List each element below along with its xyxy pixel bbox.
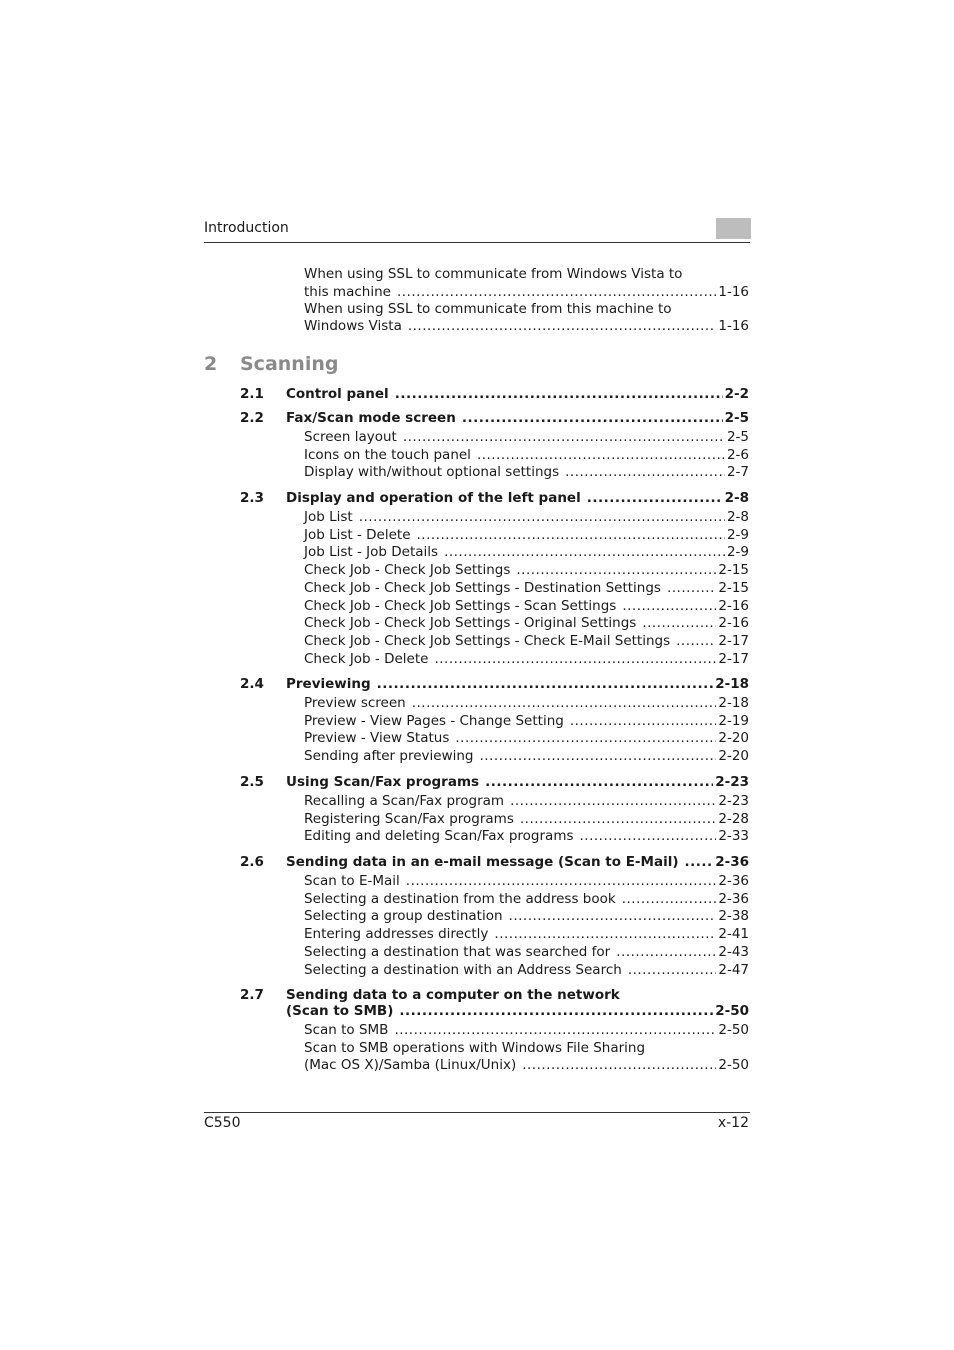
toc-entry-page: 2-50 (718, 1057, 749, 1073)
toc-entry (304, 562, 749, 579)
footer-page-number: x-12 (717, 1115, 749, 1131)
section-page: 2-8 (724, 490, 749, 506)
section-title: Using Scan/Fax programs (286, 774, 480, 790)
toc-entry (304, 544, 749, 561)
footer-rule (204, 1112, 750, 1113)
toc-leader (403, 429, 725, 446)
toc-entry-title: Check Job - Check Job Settings (304, 562, 511, 579)
toc-entry-page: 2-9 (726, 544, 749, 561)
toc-entry-page: 2-17 (718, 650, 749, 667)
toc-entry-title: this machine (304, 284, 391, 300)
section-page: 2-36 (715, 854, 749, 870)
toc-entry-title: Job List (304, 509, 353, 525)
toc-entry (304, 651, 749, 668)
toc-leader (359, 509, 725, 526)
section-entry (286, 386, 749, 403)
section-title: Sending data in an e-mail message (Scan to E-Mail) (286, 854, 679, 870)
toc-entry-page: 2-47 (718, 961, 749, 978)
section-page: 2-23 (715, 774, 749, 790)
toc-leader (395, 386, 723, 403)
section-title: (Scan to SMB) (286, 1003, 394, 1019)
toc-entry-page: 1-16 (718, 284, 749, 300)
section-number: 2.1 (240, 386, 264, 402)
section-entry (286, 1003, 749, 1020)
toc-entry-title: Preview - View Status (304, 730, 450, 747)
toc-leader (622, 598, 716, 615)
toc-leader (570, 713, 717, 730)
toc-entry-page: 2-16 (718, 597, 749, 614)
toc-leader (509, 908, 717, 925)
toc-entry-page: 2-20 (718, 730, 749, 747)
toc-leader (667, 580, 716, 597)
toc-entry-line: Scan to SMB operations with Windows File Sharing (304, 1040, 646, 1056)
toc-entry-page: 2-19 (718, 712, 749, 729)
section-page: 2-5 (724, 410, 749, 426)
toc-entry-page: 2-15 (718, 579, 749, 596)
toc-leader (462, 410, 723, 427)
toc-entry-title: Screen layout (304, 429, 397, 445)
toc-leader (455, 730, 716, 747)
toc-entry (304, 891, 749, 908)
section-page: 2-2 (724, 386, 749, 402)
toc-leader (444, 544, 725, 561)
toc-leader (417, 527, 725, 544)
toc-leader (394, 1022, 716, 1039)
toc-entry-title: Windows Vista (304, 318, 402, 334)
toc-entry-title: Selecting a destination from the address book (304, 890, 616, 907)
toc-entry-title: Recalling a Scan/Fax program (304, 793, 505, 809)
toc-entry (304, 793, 749, 810)
toc-entry-page: 2-36 (718, 890, 749, 907)
toc-leader (399, 1003, 713, 1020)
toc-leader (397, 284, 716, 301)
toc-entry-page: 2-15 (718, 562, 749, 579)
toc-entry-page: 2-28 (718, 810, 749, 827)
toc-entry-title: Selecting a destination that was searched for (304, 943, 611, 960)
toc-entry-page: 2-18 (718, 695, 749, 711)
toc-entry-page: 2-41 (718, 926, 749, 943)
toc-entry-page: 2-8 (726, 509, 749, 525)
toc-entry-page: 2-6 (726, 446, 749, 463)
toc-entry (304, 318, 749, 335)
toc-entry (304, 580, 749, 597)
toc-entry (304, 447, 749, 464)
toc-leader (580, 828, 717, 845)
toc-entry (304, 926, 749, 943)
toc-entry-title: Scan to E-Mail (304, 873, 400, 889)
chapter-number: 2 (204, 353, 218, 375)
toc-entry-title: Preview screen (304, 695, 406, 711)
toc-entry (304, 730, 749, 747)
footer-model: C550 (204, 1115, 241, 1131)
toc-entry-title: Job List - Job Details (304, 544, 439, 561)
section-entry (286, 774, 749, 791)
section-number: 2.3 (240, 490, 264, 506)
toc-entry (304, 429, 749, 446)
toc-entry (304, 1057, 749, 1074)
toc-entry (304, 598, 749, 615)
section-title-line: Sending data to a computer on the network (286, 987, 620, 1003)
toc-leader (565, 464, 725, 481)
toc-entry (304, 527, 749, 544)
toc-leader (587, 490, 723, 507)
toc-entry (304, 615, 749, 632)
section-title: Control panel (286, 386, 389, 402)
toc-entry (304, 1022, 749, 1039)
toc-leader (494, 926, 716, 943)
toc-leader (406, 873, 717, 890)
toc-entry-title: Editing and deleting Scan/Fax programs (304, 828, 574, 845)
toc-entry-page: 2-43 (718, 943, 749, 960)
section-number: 2.4 (240, 676, 264, 692)
toc-entry (304, 633, 749, 650)
header-title: Introduction (204, 220, 289, 236)
toc-leader (412, 695, 717, 712)
toc-leader (480, 748, 717, 765)
section-number: 2.5 (240, 774, 264, 790)
toc-leader (642, 615, 716, 632)
toc-entry (304, 944, 749, 961)
chapter-title: Scanning (240, 353, 339, 375)
toc-entry-title: Check Job - Check Job Settings - Check E-Mail Settings (304, 632, 671, 649)
toc-entry (304, 713, 749, 730)
toc-entry (304, 828, 749, 845)
toc-entry (304, 509, 749, 526)
toc-entry-title: Check Job - Check Job Settings - Scan Settings (304, 597, 617, 614)
toc-entry-title: Icons on the touch panel (304, 446, 471, 463)
toc-entry-title: Check Job - Delete (304, 650, 429, 667)
section-entry (286, 410, 749, 427)
toc-leader (516, 562, 716, 579)
toc-leader (510, 793, 716, 810)
toc-entry (304, 284, 749, 301)
toc-entry-page: 2-50 (718, 1022, 749, 1038)
section-title: Display and operation of the left panel (286, 490, 581, 506)
toc-entry (304, 464, 749, 481)
toc-leader (408, 318, 717, 335)
toc-leader (676, 633, 716, 650)
toc-leader (434, 651, 716, 668)
toc-entry-page: 2-36 (718, 873, 749, 889)
toc-entry (304, 811, 749, 828)
toc-entry (304, 873, 749, 890)
toc-leader (520, 811, 717, 828)
toc-entry-line: When using SSL to communicate from Windows Vista to (304, 266, 683, 282)
toc-entry (304, 748, 749, 765)
toc-entry (304, 908, 749, 925)
section-entry (286, 676, 749, 693)
toc-entry-line: When using SSL to communicate from this machine to (304, 301, 672, 317)
header-rule (204, 242, 750, 243)
toc-leader (477, 447, 725, 464)
toc-leader (485, 774, 713, 791)
toc-entry-page: 2-7 (726, 464, 749, 481)
toc-leader (522, 1057, 716, 1074)
toc-entry-title: Check Job - Check Job Settings - Original Settings (304, 615, 637, 632)
section-entry (286, 490, 749, 507)
section-entry (286, 854, 749, 871)
toc-entry-page: 2-17 (718, 632, 749, 649)
toc-entry-title: (Mac OS X)/Samba (Linux/Unix) (304, 1057, 517, 1073)
toc-entry-title: Entering addresses directly (304, 926, 489, 943)
section-number: 2.6 (240, 854, 264, 870)
toc-entry-page: 1-16 (718, 318, 749, 334)
toc-leader (685, 854, 714, 871)
toc-entry-page: 2-33 (718, 828, 749, 845)
section-page: 2-18 (715, 676, 749, 692)
toc-entry-title: Job List - Delete (304, 526, 411, 543)
toc-entry-page: 2-38 (718, 908, 749, 925)
toc-entry-title: Scan to SMB (304, 1022, 389, 1038)
toc-entry-page: 2-5 (726, 429, 749, 445)
section-title: Fax/Scan mode screen (286, 410, 456, 426)
section-title: Previewing (286, 676, 371, 692)
toc-leader (628, 962, 717, 979)
toc-entry-title: Selecting a group destination (304, 908, 503, 925)
toc-entry-title: Sending after previewing (304, 748, 474, 765)
toc-leader (616, 944, 716, 961)
toc-entry-page: 2-23 (718, 793, 749, 809)
toc-entry-page: 2-9 (726, 526, 749, 543)
toc-entry-title: Preview - View Pages - Change Setting (304, 712, 564, 729)
toc-entry-page: 2-20 (718, 748, 749, 765)
section-page: 2-50 (715, 1003, 749, 1019)
toc-entry-title: Selecting a destination with an Address Search (304, 961, 622, 978)
toc-entry-title: Display with/without optional settings (304, 464, 560, 481)
toc-entry (304, 695, 749, 712)
toc-leader (622, 891, 717, 908)
toc-entry-title: Check Job - Check Job Settings - Destination Settings (304, 579, 661, 596)
section-number: 2.7 (240, 987, 264, 1003)
toc-entry-page: 2-16 (718, 615, 749, 632)
header-tab-marker (716, 218, 751, 239)
toc-entry-title: Registering Scan/Fax programs (304, 810, 514, 827)
section-number: 2.2 (240, 410, 264, 426)
toc-entry (304, 962, 749, 979)
toc-leader (377, 676, 714, 693)
